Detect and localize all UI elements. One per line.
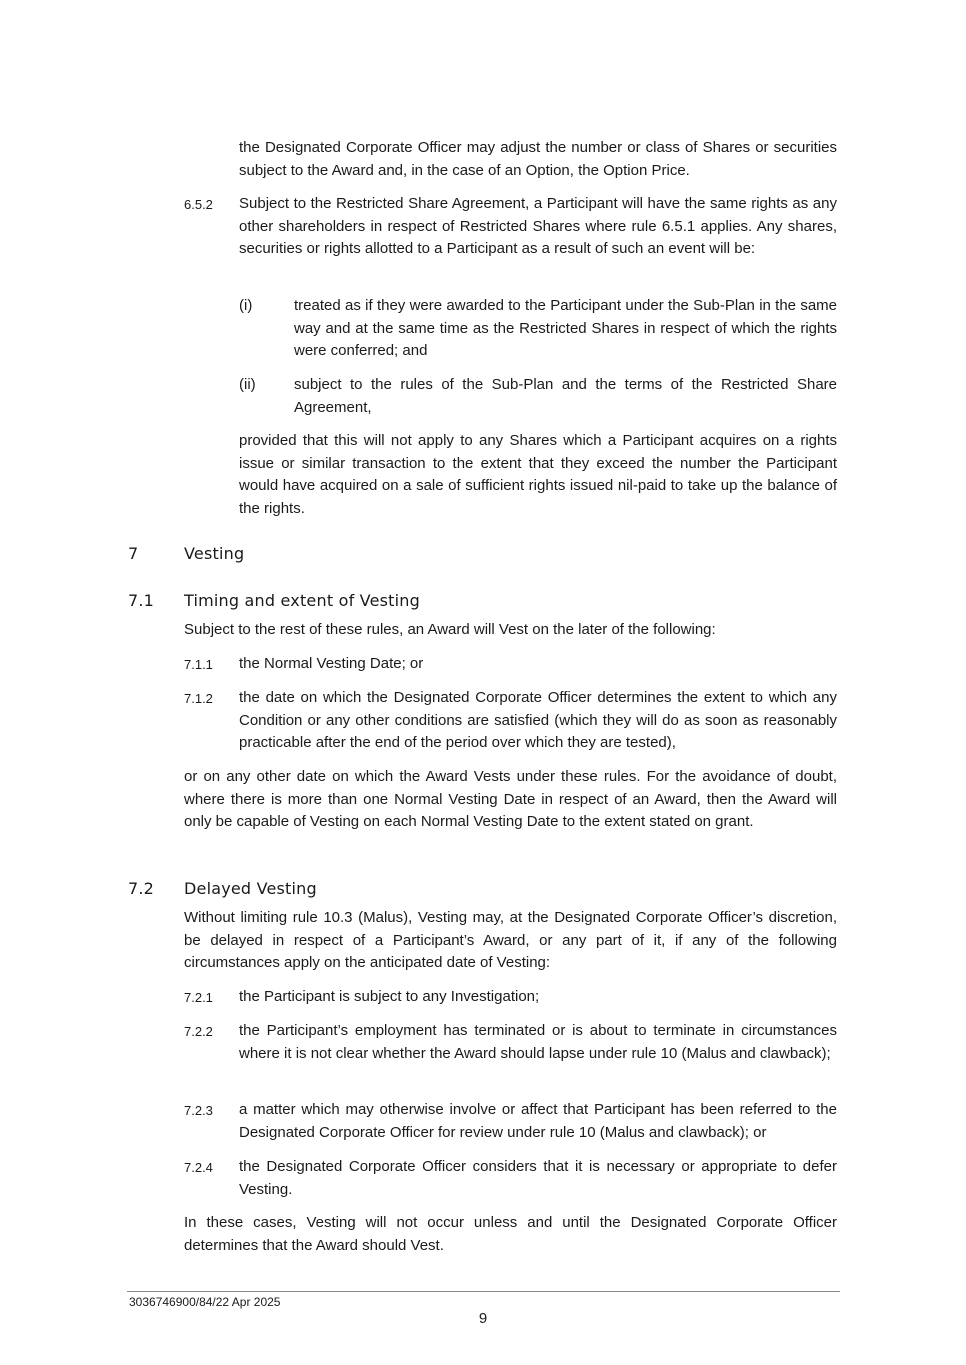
clause-title-7-2: Delayed Vesting [184, 879, 317, 898]
clause-number-7-1-2: 7.1.2 [184, 691, 213, 706]
clause-7-2-intro: Without limiting rule 10.3 (Malus), Vesting may, at the Designated Corporate Officer’s discretion, be delayed in respect of a Participant’s Award, or any part of it, if any of the following circumstances apply on the anticipated date of Vesting: [184, 909, 837, 972]
sub-item-label-ii: (ii) [239, 376, 256, 393]
clause-number-7-2-1: 7.2.1 [184, 990, 213, 1005]
page-number: 9 [478, 1310, 488, 1327]
clause-7-1-1-text: the Normal Vesting Date; or [239, 655, 424, 672]
clause-7-2-2-text: the Participant’s employment has terminated or is about to terminate in circumstances where it is not clear whether the Award should lapse under rule 10 (Malus and clawback); [239, 1022, 837, 1062]
clause-title-7-1: Timing and extent of Vesting [184, 591, 420, 610]
clause-7-2-4-text: the Designated Corporate Officer considers that it is necessary or appropriate to defer Vesting. [239, 1158, 837, 1198]
clause-7-1-closing: or on any other date on which the Award Vests under these rules. For the avoidance of doubt, where there is more than one Normal Vesting Date in respect of an Award, then the Award will only be capable of Vesting on each Normal Vesting Date to the extent stated on grant. [184, 768, 837, 831]
clause-7-2-closing: In these cases, Vesting will not occur unless and until the Designated Corporate Officer determines that the Award should Vest. [184, 1214, 837, 1254]
proviso-paragraph: provided that this will not apply to any Shares which a Participant acquires on a rights issue or similar transaction to the extent that they exceed the number the Participant would have acquired on a sale of sufficient rights issued nil-paid to take up the balance of the rights. [239, 432, 837, 517]
sub-item-text-i: treated as if they were awarded to the Participant under the Sub-Plan in the same way and at the same time as the Restricted Shares in respect of which the rights were conferred; and [294, 297, 837, 360]
sub-item-label-i: (i) [239, 297, 253, 314]
sub-item-text-ii: subject to the rules of the Sub-Plan and the terms of the Restricted Share Agreement, [294, 376, 837, 416]
clause-number-6-5-2: 6.5.2 [184, 197, 213, 212]
clause-7-1-intro: Subject to the rest of these rules, an Award will Vest on the later of the following: [184, 621, 716, 638]
clause-number-7-1-1: 7.1.1 [184, 657, 213, 672]
clause-6-5-2-text: Subject to the Restricted Share Agreement, a Participant will have the same rights as any other shareholders in respect of Restricted Shares where rule 6.5.1 applies. Any shares, securities or rights allotted to a Participant as a result of such an event will be: [239, 195, 837, 258]
continuation-paragraph: the Designated Corporate Officer may adjust the number or class of Shares or securities subject to the Award and, in the case of an Option, the Option Price. [239, 139, 837, 179]
clause-number-7-2-3: 7.2.3 [184, 1103, 213, 1118]
clause-7-2-1-text: the Participant is subject to any Investigation; [239, 988, 540, 1005]
document-reference: 3036746900/84/22 Apr 2025 [129, 1295, 281, 1309]
clause-number-7-2-2: 7.2.2 [184, 1024, 213, 1039]
clause-number-7-2-4: 7.2.4 [184, 1160, 213, 1175]
section-number-7: 7 [128, 544, 139, 563]
footer-divider [127, 1291, 840, 1292]
clause-7-2-3-text: a matter which may otherwise involve or affect that Participant has been referred to the Designated Corporate Officer for review under rule 10 (Malus and clawback); or [239, 1101, 837, 1141]
clause-number-7-2: 7.2 [128, 879, 155, 898]
clause-number-7-1: 7.1 [128, 591, 155, 610]
clause-7-1-2-text: the date on which the Designated Corporate Officer determines the extent to which any Condition or any other conditions are satisfied (which they will do as soon as reasonably practicable after the end of the period over which they are tested), [239, 689, 837, 752]
section-title-vesting: Vesting [184, 544, 245, 563]
